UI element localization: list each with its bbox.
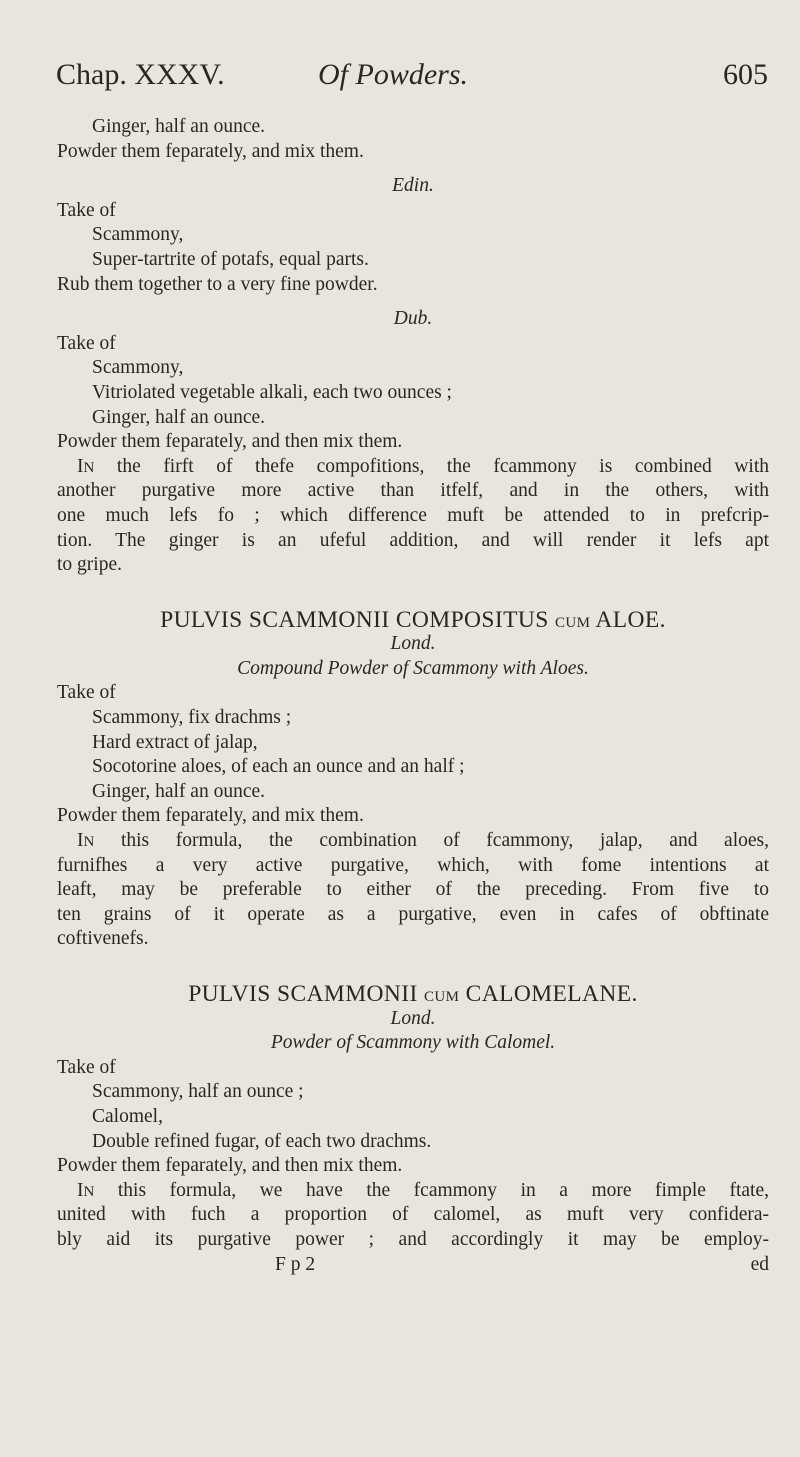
ingredient-line: Ginger, half an ounce.: [92, 116, 266, 137]
ingredient-line: Vitriolated vegetable alkali, each two ounces ;: [92, 381, 452, 403]
page-footer: [57, 1253, 769, 1278]
source-label-dub: Dub.: [393, 308, 433, 330]
chapter-label: Chap. XXXV.: [56, 58, 225, 91]
ingredient-line: Scammony, half an ounce ;: [92, 1081, 304, 1103]
paragraph-line: one much lefs fo ; which difference muft be attended to in prefcrip-: [57, 504, 769, 526]
paragraph-line: IN this formula, we have the fcammony in a more fimple ftate,: [77, 1179, 770, 1201]
paragraph-line: furnifhes a very active purgative, which, with fome intentions at: [57, 854, 769, 876]
signature-mark: F p 2: [275, 1253, 316, 1275]
paragraph-line: ten grains of it operate as a purgative, even in cafes of obftinate: [57, 903, 769, 925]
catchword: ed: [750, 1253, 769, 1275]
take-of-line: Take of: [57, 1056, 116, 1078]
small-cap: N: [83, 459, 95, 476]
direction-line: Powder them feparately, and mix them.: [57, 805, 364, 827]
heading-cum: CUM: [423, 989, 460, 1005]
direction-line: Powder them feparately, and mix them.: [57, 140, 364, 162]
direction-line: Rub them together to a very fine powder.: [57, 273, 378, 295]
page-number: 605: [723, 58, 768, 91]
ingredient-line: Hard extract of jalap,: [92, 731, 258, 753]
paragraph-line: IN this formula, the combination of fcammony, jalap, and aloes,: [77, 830, 769, 852]
ingredient-line: Scammony, fix drachms ;: [92, 707, 292, 729]
section-heading: PULVIS SCAMMONII CUM CALOMELANE.: [188, 981, 638, 1007]
small-cap: N: [83, 1183, 95, 1200]
source-label-edin: Edin.: [392, 175, 434, 197]
direction-line: Powder them feparately, and then mix them.: [57, 1155, 403, 1177]
ingredient-line: Double refined fugar, of each two drachms.: [92, 1130, 432, 1152]
paragraph-line: bly aid its purgative power ; and accordingly it may be employ-: [57, 1228, 769, 1250]
heading-cum: CUM: [555, 614, 591, 631]
paragraph-line: tion. The ginger is an ufeful addition, and will render it lefs apt: [57, 529, 769, 551]
page-body: [57, 115, 769, 1277]
ingredient-line: Scammony,: [92, 357, 184, 379]
paragraph-line: to gripe.: [57, 554, 122, 576]
running-header: [56, 58, 768, 98]
section-subtitle: Powder of Scammony with Calomel.: [270, 1032, 556, 1054]
ingredient-line: Ginger, half an ounce.: [92, 780, 266, 802]
paragraph-line: united with fuch a proportion of calomel, as muft very confidera-: [57, 1204, 769, 1226]
paragraph-line: leaft, may be preferable to either of the preceding. From five to: [57, 879, 769, 901]
section-heading: PULVIS SCAMMONII COMPOSITUS CUM ALOE.: [160, 606, 666, 633]
small-cap: N: [83, 834, 95, 851]
direction-line: Powder them feparately, and then mix them.: [57, 431, 403, 453]
paragraph-line: coftivenefs.: [57, 928, 149, 950]
ingredient-line: Socotorine aloes, of each an ounce and an half ;: [92, 756, 465, 778]
running-title: Of Powders.: [318, 58, 468, 91]
section-subtitle: Compound Powder of Scammony with Aloes.: [237, 657, 589, 679]
ingredient-line: Calomel,: [92, 1105, 163, 1127]
paragraph-line: another purgative more active than itfelf, and in the others, with: [57, 480, 769, 502]
ingredient-line: Super-tartrite of potafs, equal parts.: [92, 248, 369, 270]
ingredient-line: Ginger, half an ounce.: [92, 406, 266, 428]
paragraph-line: IN the firft of thefe compofitions, the fcammony is combined with: [77, 455, 770, 477]
source-label-lond: Lond.: [390, 1007, 436, 1029]
take-of-line: Take of: [57, 199, 116, 221]
take-of-line: Take of: [57, 332, 116, 354]
take-of-line: Take of: [57, 682, 116, 704]
ingredient-line: Scammony,: [92, 224, 184, 246]
source-label-lond: Lond.: [390, 633, 436, 655]
